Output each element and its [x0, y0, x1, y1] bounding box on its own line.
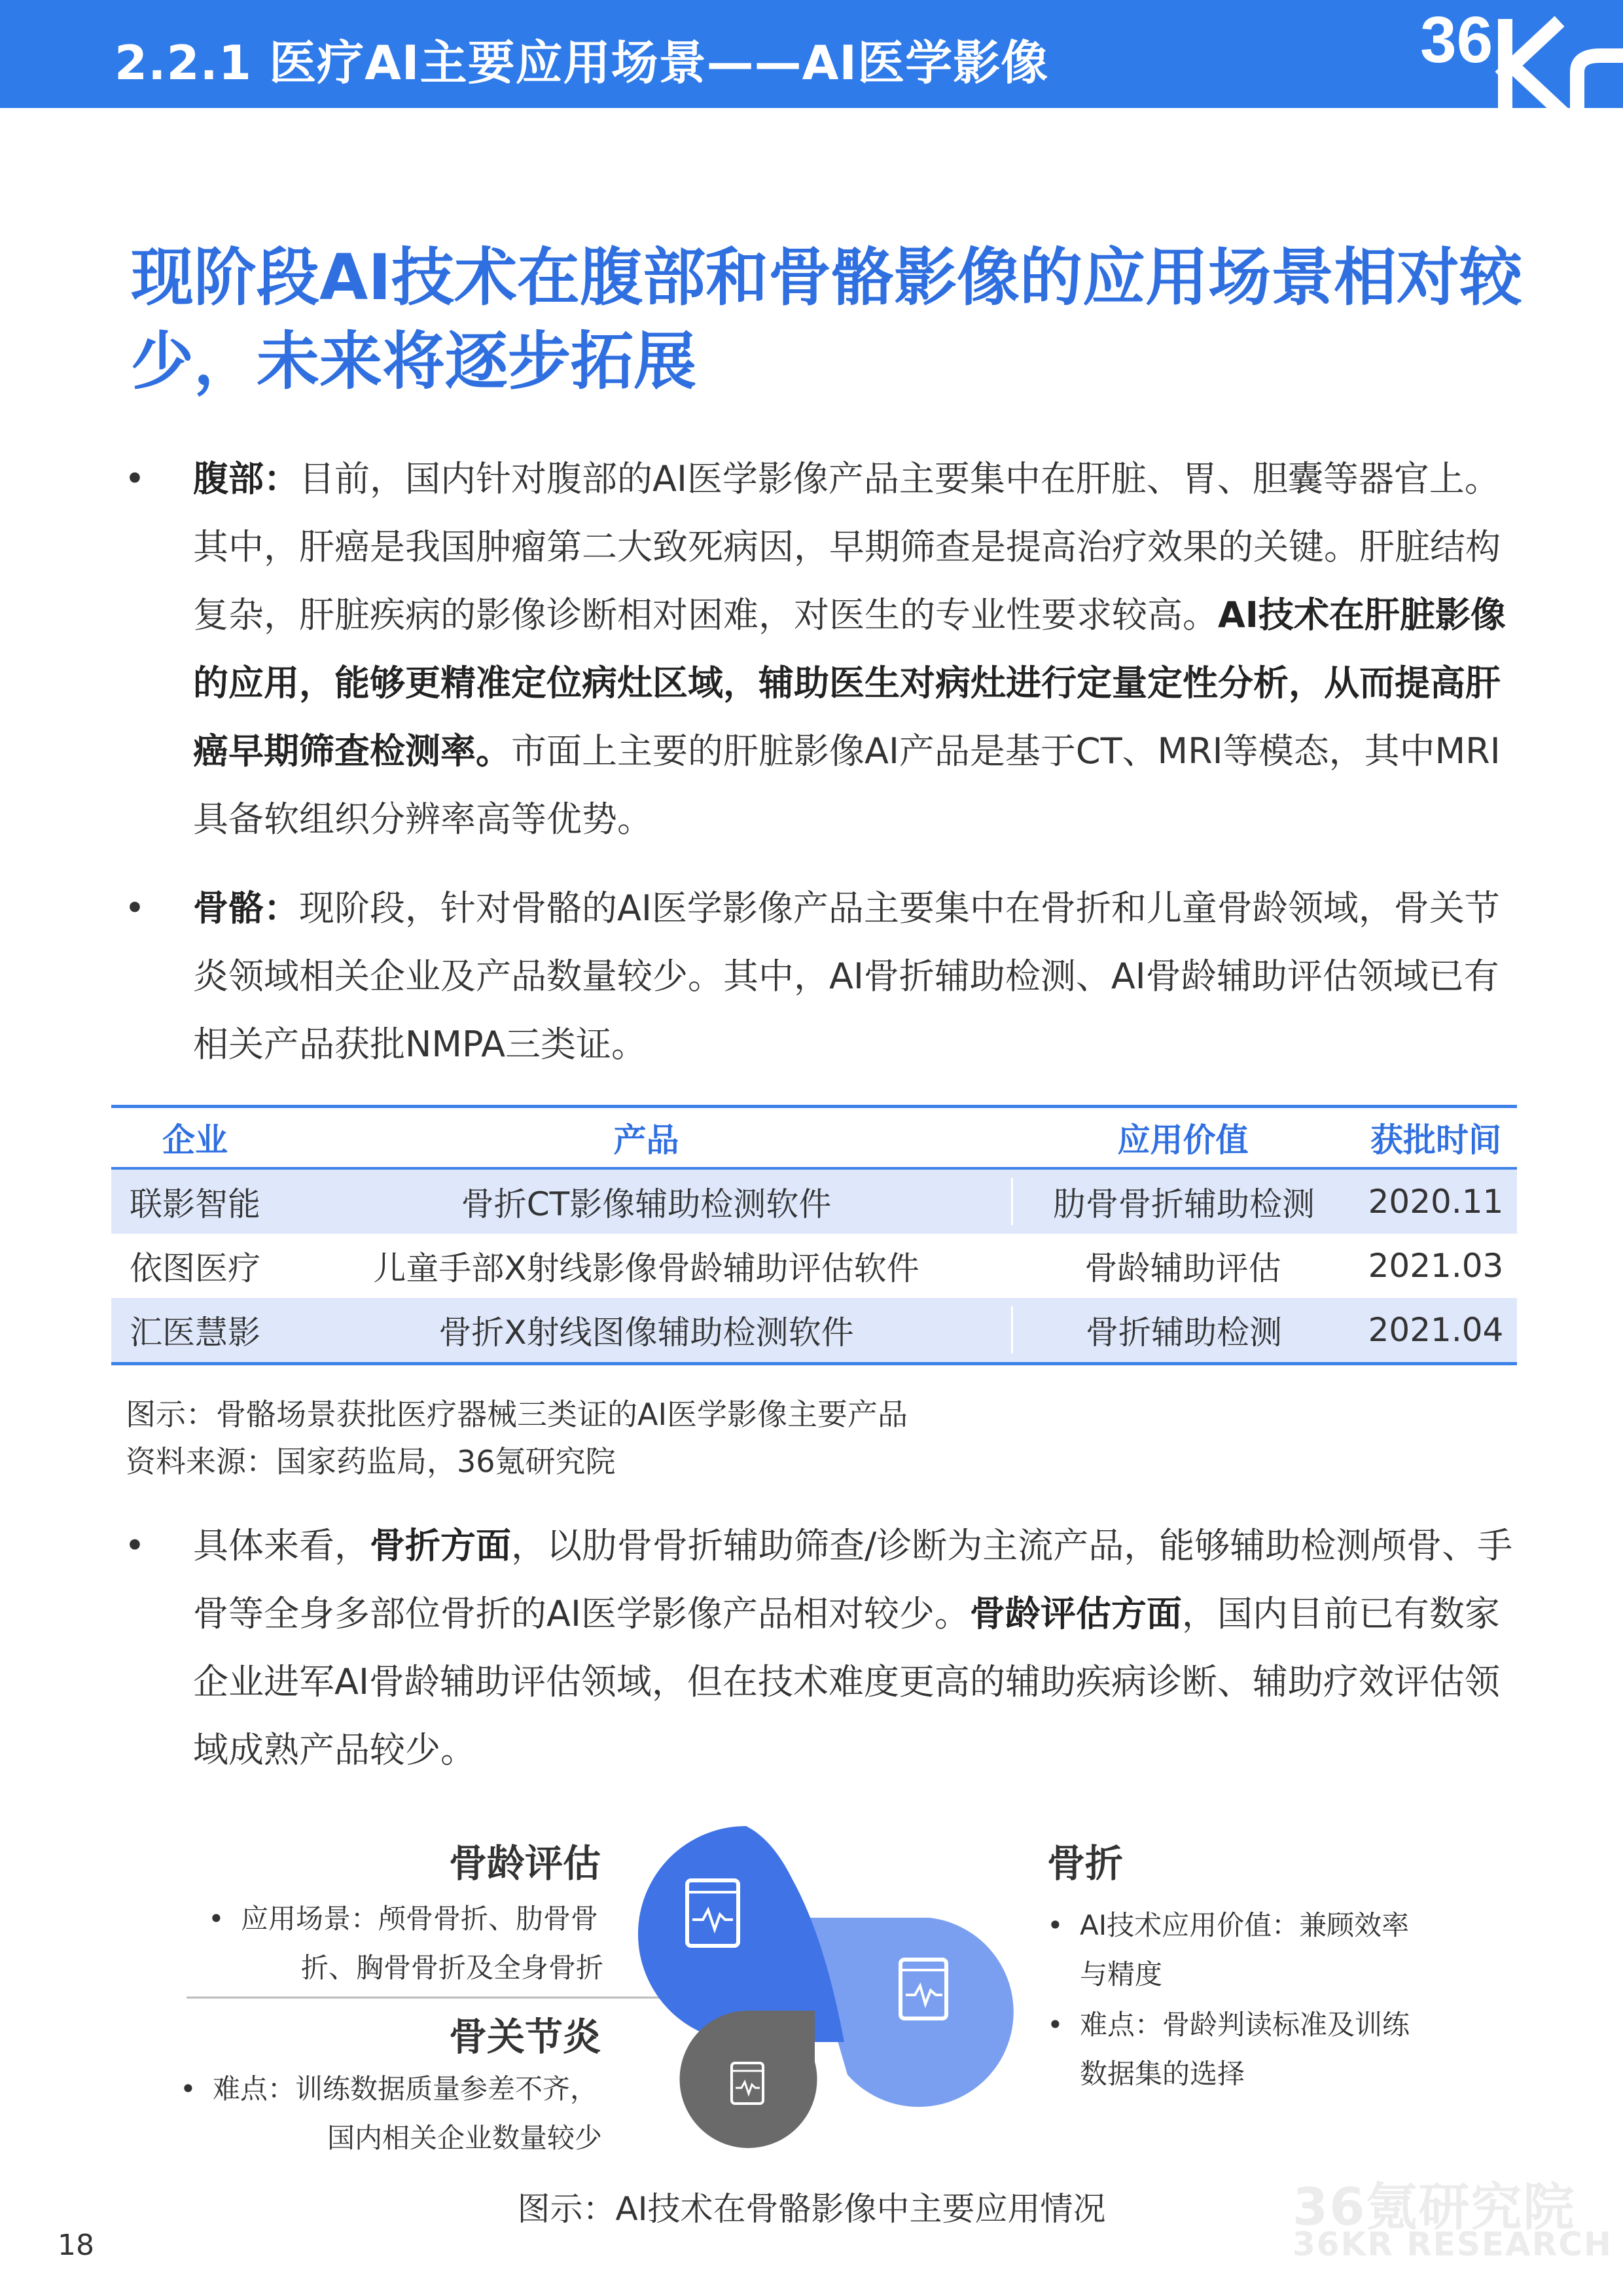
fracture-item1-line1	[1047, 1901, 1409, 1950]
watermark-cn: 36氪研究院	[1293, 2178, 1576, 2237]
label-fracture: 骨折	[1047, 1841, 1124, 1886]
product-table	[111, 1105, 1517, 1365]
bullet-marker: •	[124, 1525, 145, 1566]
bone-age-line1-text: 应用场景：颅骨骨折、肋骨骨	[241, 1903, 599, 1935]
bullet-marker: •	[1047, 2009, 1063, 2041]
table-header-row	[111, 1108, 1517, 1170]
table-caption: 图示：骨骼场景获批医疗器械三类证的AI医学影像主要产品	[126, 1397, 908, 1432]
bullet-bone-body: 现阶段，针对骨骼的AI医学影像产品主要集中在骨折和儿童骨龄领域，骨关节炎领域相关企业及产品数量较少。其中，AI骨折辅助检测、AI骨龄辅助评估领域已有相关产品获批NMPA三类证。	[193, 888, 1500, 1065]
cell-product: 儿童手部X射线影像骨龄辅助评估软件	[373, 1249, 919, 1287]
bullet-bone-label: 骨骼：	[193, 888, 299, 929]
header-company: 企业	[162, 1121, 228, 1159]
bullet-marker: •	[1047, 1909, 1063, 1941]
label-bone-age: 骨龄评估	[449, 1841, 601, 1886]
bullet-detail-bold-boneage: 骨龄评估方面	[969, 1593, 1182, 1634]
osteoarthritis-line1	[180, 2065, 597, 2113]
bullet-detail-mid: ，以肋骨骨折辅助筛查/诊断为主流产品，能够辅助检测颅骨、手骨等全身多部位骨折的AI医学影像产品相对较少。	[193, 1525, 1513, 1634]
table-source: 资料来源：国家药监局，36氪研究院	[126, 1444, 616, 1479]
osteoarthritis-line1-text: 难点：训练数据质量参差不齐，	[213, 2073, 598, 2105]
petal-bone-age	[638, 1826, 844, 2042]
bullet-detail-bold-fracture: 骨折方面	[370, 1525, 511, 1566]
cell-value: 骨折辅助检测	[1011, 1306, 1355, 1354]
table-row	[111, 1298, 1517, 1362]
cell-company: 联影智能	[130, 1185, 260, 1223]
cell-date: 2021.04	[1368, 1311, 1504, 1349]
bullet-abdomen-text	[193, 445, 1518, 853]
bullet-marker: •	[124, 888, 145, 929]
fracture-item1-line2: 与精度	[1080, 1958, 1163, 1990]
bullet-marker: •	[208, 1903, 224, 1935]
watermark-en: 36KR RESEARCH	[1293, 2225, 1613, 2263]
page-number: 18	[58, 2229, 94, 2262]
cell-value: 肋骨骨折辅助检测	[1011, 1178, 1355, 1225]
fracture-item2-line2: 数据集的选择	[1080, 2058, 1245, 2090]
fracture-item1-line1-text: AI技术应用价值：兼顾效率	[1080, 1909, 1410, 1941]
bullet-abdomen-label: 腹部：	[193, 458, 299, 499]
fracture-item2-line1	[1047, 2001, 1410, 2049]
fracture-item2-line1-text: 难点：骨龄判读标准及训练	[1080, 2009, 1410, 2041]
bone-age-line1	[208, 1895, 598, 1943]
bullet-detail-lead: 具体来看，	[193, 1525, 370, 1566]
bullet-abdomen-bold: AI技术在肝脏影像的应用，能够更精准定位病灶区域，辅助医生对病灶进行定量定性分析，从而提高肝癌早期筛查检测率。	[193, 594, 1506, 772]
bone-age-line2: 折、胸骨骨折及全身骨折	[301, 1952, 604, 1984]
bullet-bone	[124, 874, 1518, 1079]
bullet-marker: •	[180, 2073, 196, 2105]
cell-company: 依图医疗	[130, 1249, 260, 1287]
table-row	[111, 1170, 1517, 1234]
header-date: 获批时间	[1370, 1121, 1501, 1159]
diagram-caption: 图示：AI技术在骨骼影像中主要应用情况	[517, 2190, 1106, 2228]
brand-logo-number: 36	[1420, 3, 1493, 77]
bone-imaging-diagram	[0, 1806, 1623, 2225]
cell-date: 2021.03	[1368, 1247, 1504, 1285]
table-row	[111, 1234, 1517, 1298]
header-product: 产品	[613, 1121, 679, 1159]
cell-product: 骨折X射线图像辅助检测软件	[438, 1314, 854, 1352]
bullet-marker: •	[124, 458, 145, 499]
bullet-detail-tail: ，国内目前已有数家企业进军AI骨龄辅助评估领域，但在技术难度更高的辅助疾病诊断、辅助疗效评估领域成熟产品较少。	[193, 1593, 1500, 1770]
cell-date: 2020.11	[1368, 1183, 1504, 1221]
bullet-detail	[124, 1512, 1518, 1784]
bullet-detail-text	[193, 1512, 1518, 1784]
header-value: 应用价值	[1117, 1121, 1249, 1159]
cell-company: 汇医慧影	[130, 1314, 260, 1352]
section-title: 2.2.1 医疗AI主要应用场景——AI医学影像	[115, 35, 1049, 90]
bullet-abdomen-tail: 市面上主要的肝脏影像AI产品是基于CT、MRI等模态，其中MRI具备软组织分辨率高等优势。	[193, 730, 1501, 840]
bullet-abdomen-body: 目前，国内针对腹部的AI医学影像产品主要集中在肝脏、胃、胆囊等器官上。其中，肝癌是我国肿瘤第二大致死病因，早期筛查是提高治疗效果的关键。肝脏结构复杂，肝脏疾病的影像诊断相对困难，对医生的专业性要求较高。	[193, 458, 1501, 636]
petal-osteoarthritis	[680, 2011, 817, 2148]
headline: 现阶段AI技术在腹部和骨骼影像的应用场景相对较少，未来将逐步拓展	[131, 241, 1523, 398]
cell-product: 骨折CT影像辅助检测软件	[461, 1185, 832, 1223]
label-osteoarthritis: 骨关节炎	[449, 2015, 601, 2059]
cell-value: 骨龄辅助评估	[1084, 1249, 1281, 1287]
brand-logo	[1414, 0, 1623, 115]
osteoarthritis-line2: 国内相关企业数量较少	[327, 2122, 603, 2154]
bullet-abdomen	[124, 445, 1518, 853]
bullet-bone-text	[193, 874, 1518, 1079]
